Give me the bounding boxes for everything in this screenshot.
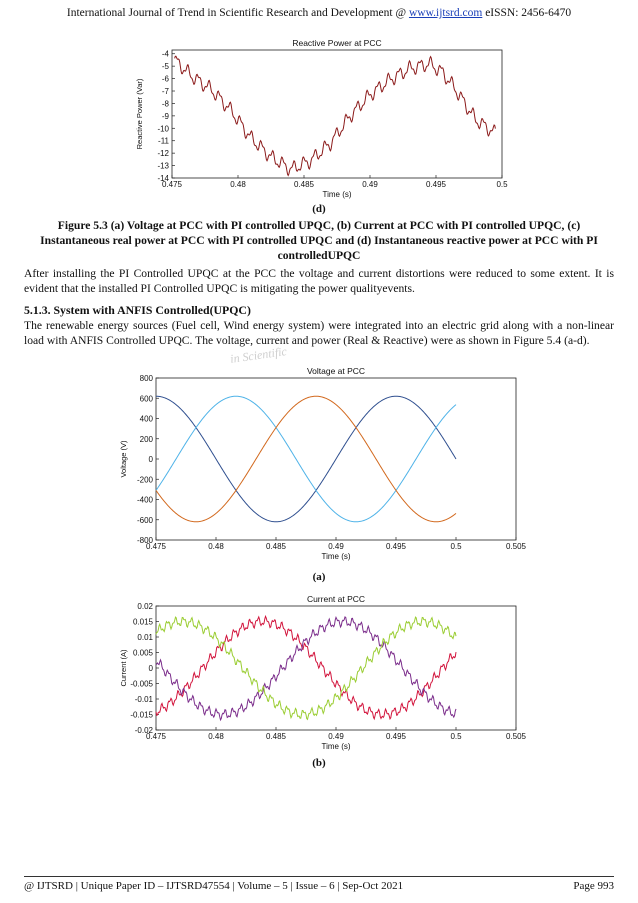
y-tick-label: -12 (157, 149, 169, 159)
journal-link[interactable]: www.ijtsrd.com (408, 7, 483, 19)
y-tick-label: -8 (161, 99, 169, 109)
y-tick-label: -7 (161, 87, 169, 97)
header-text: International Journal of Trend in Scientific Research and Development @ (66, 7, 409, 19)
y-tick-label: 0.015 (132, 617, 153, 627)
x-tick-label: 0.475 (145, 732, 167, 741)
y-tick-label: -9 (161, 111, 169, 121)
y-tick-label: -0.01 (134, 695, 153, 704)
y-tick-label: -4 (161, 49, 169, 59)
x-tick-label: 0.485 (265, 542, 287, 551)
y-tick-label: 0.005 (132, 648, 153, 658)
figure-label-b: (b) (312, 757, 326, 769)
y-tick-label: 600 (139, 394, 153, 404)
x-tick-label: 0.485 (293, 180, 315, 189)
voltage-svg (100, 364, 540, 564)
y-tick-label: -11 (158, 136, 169, 146)
y-tick-label: 0 (148, 664, 153, 673)
phase-line-1 (156, 396, 456, 522)
y-axis-label: Reactive Power (Var) (135, 78, 144, 150)
y-axis-label: Voltage (V) (119, 440, 128, 478)
y-tick-label: -0.015 (130, 710, 153, 720)
plot-frame (172, 50, 502, 178)
phase-line-2 (156, 617, 456, 720)
figure-label-d: (d) (312, 203, 326, 215)
x-tick-label: 0.5 (496, 180, 508, 189)
y-tick-label: -14 (157, 174, 169, 183)
current-svg (100, 594, 540, 754)
reactive-power-svg (120, 36, 520, 200)
x-tick-label: 0.5 (450, 732, 462, 741)
reactive-power-line (175, 56, 496, 175)
page-number: Page 993 (573, 880, 614, 892)
y-tick-label: 0 (148, 455, 153, 464)
y-tick-label: -800 (136, 536, 153, 545)
x-tick-label: 0.49 (328, 542, 344, 551)
y-tick-label: -6 (161, 74, 169, 84)
x-tick-label: 0.495 (385, 542, 407, 551)
paragraph-anfis: The renewable energy sources (Fuel cell, Wind energy system) were integrated into an electric grid along with a non-linear load with ANFIS Controlled UPQC. The voltage, current and power (Real & Reactive) were as shown in Figure 5.4 (a-d). (24, 319, 614, 347)
x-tick-label: 0.5 (450, 542, 462, 551)
y-tick-label: -10 (157, 124, 169, 134)
x-tick-label: 0.48 (208, 542, 224, 551)
x-tick-label: 0.505 (505, 542, 527, 551)
x-axis-label: Time (s) (321, 742, 351, 751)
page-footer (24, 880, 614, 892)
phase-line-1 (156, 616, 456, 719)
x-tick-label: 0.49 (328, 732, 344, 741)
chart-title: Current at PCC (306, 594, 366, 604)
y-tick-label: 0.02 (137, 602, 153, 611)
y-tick-label: 200 (139, 434, 153, 444)
current-chart (100, 594, 540, 754)
chart-title: Voltage at PCC (306, 366, 366, 376)
chart-title: Reactive Power at PCC (292, 38, 382, 48)
journal-header (0, 7, 638, 19)
x-tick-label: 0.475 (161, 180, 183, 189)
x-axis-label: Time (s) (321, 552, 351, 561)
y-tick-label: 400 (139, 414, 153, 424)
footer-divider (24, 876, 614, 877)
x-tick-label: 0.495 (425, 180, 447, 189)
reactive-power-chart (120, 36, 520, 200)
x-tick-label: 0.495 (385, 732, 407, 741)
watermark: in Scientific (229, 344, 288, 366)
voltage-chart (100, 364, 540, 564)
y-tick-label: -5 (161, 62, 169, 72)
y-tick-label: -200 (136, 475, 153, 485)
y-tick-label: -0.005 (130, 679, 153, 689)
y-tick-label: -600 (136, 515, 153, 525)
figure-caption: Figure 5.3 (a) Voltage at PCC with PI controlled UPQC, (b) Current at PCC with PI controlled UPQC, (c) Instantaneous real power at PCC with PI controlled UPQC and (d) Instantaneous reactive power at PCC with PI controlledUPQC (40, 219, 598, 262)
x-tick-label: 0.485 (265, 732, 287, 741)
x-tick-label: 0.48 (230, 180, 246, 189)
y-tick-label: -0.02 (134, 726, 153, 735)
x-tick-label: 0.505 (505, 732, 527, 741)
x-tick-label: 0.49 (362, 180, 378, 189)
y-tick-label: -400 (136, 495, 153, 505)
paragraph-after-installing: After installing the PI Controlled UPQC at the PCC the voltage and current distortions were reduced to some extent. It is evident that the installed PI Controlled UPQC is mitigating the power qualityevents. (24, 267, 614, 295)
y-axis-label: Current (A) (119, 649, 128, 687)
y-tick-label: -13 (157, 161, 169, 171)
header-issn: eISSN: 2456-6470 (482, 7, 572, 19)
footer-info: @ IJTSRD | Unique Paper ID – IJTSRD47554 | Volume – 5 | Issue – 6 | Sep-Oct 2021 (24, 880, 404, 892)
x-tick-label: 0.48 (208, 732, 224, 741)
figure-label-a: (a) (312, 571, 326, 583)
y-tick-label: 0.01 (137, 633, 153, 642)
y-tick-label: 800 (139, 374, 153, 383)
section-heading: 5.1.3. System with ANFIS Controlled(UPQC) (24, 303, 251, 317)
x-tick-label: 0.475 (145, 542, 167, 551)
x-axis-label: Time (s) (322, 190, 352, 199)
